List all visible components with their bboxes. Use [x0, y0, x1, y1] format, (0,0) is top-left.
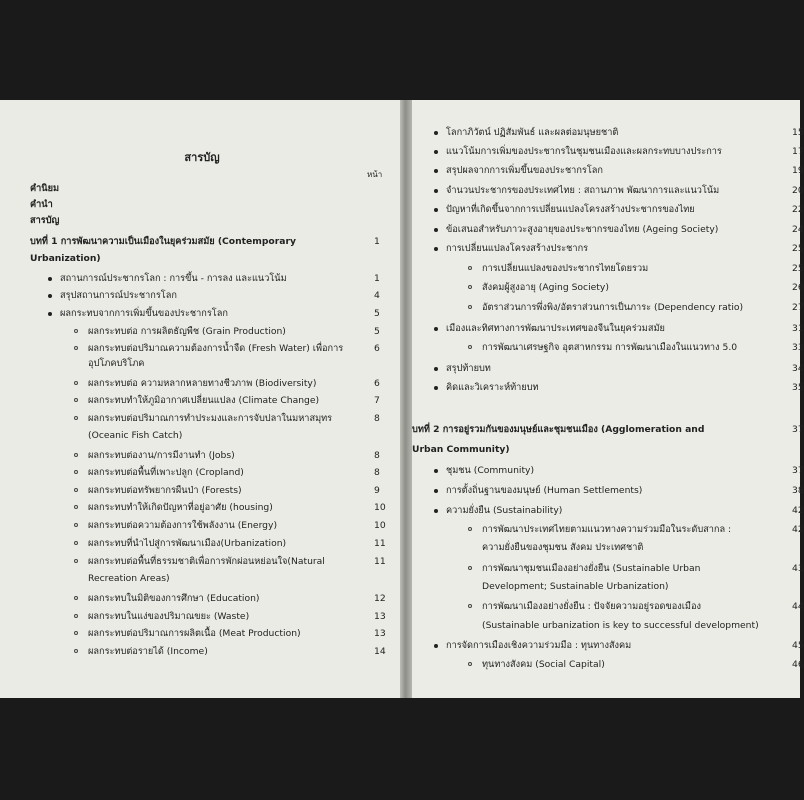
- sub-bullet-icon: [468, 604, 472, 608]
- entry-text: การพัฒนาประเทศไทยตามแนวทางความร่วมมือในระดับสากล :: [482, 524, 732, 535]
- toc-page-number: 43: [792, 563, 804, 574]
- toc-entry: [482, 302, 743, 314]
- entry-text: คิดและวิเคราะห์ท้ายบท: [446, 382, 539, 393]
- toc-entry: [88, 502, 273, 514]
- toc-page-number: 15: [792, 127, 804, 138]
- toc-page-number: 4: [374, 290, 380, 301]
- entry-text: การจัดการเมืองเชิงความร่วมมือ : ทุนทางสังคม: [446, 640, 632, 651]
- toc-page-number: 10: [374, 520, 386, 531]
- toc-page-number: 7: [374, 395, 380, 406]
- toc-entry: [482, 659, 605, 671]
- toc-page-number: 8: [374, 413, 380, 424]
- toc-entry: [88, 520, 277, 532]
- entry-text: แนวโน้มการเพิ่มของประชากรในชุมชนเมืองและผลกระทบบางประการ: [446, 146, 722, 157]
- bullet-icon: [434, 247, 438, 251]
- toc-entry: [60, 273, 287, 285]
- toc-entry: [88, 538, 286, 550]
- entry-text: ผลกระทบทำให้ภูมิอากาศเปลี่ยนแปลง (Climate Change): [88, 395, 320, 406]
- toc-entry: [446, 204, 695, 216]
- toc-entry: [88, 326, 286, 338]
- entry-text: ความยั่งยืน (Sustainability): [446, 505, 563, 516]
- entry-text: Urbanization): [30, 253, 101, 264]
- entry-text: ผลกระทบต่อ ความหลากหลายทางชีวภาพ (Biodiversity): [88, 378, 317, 389]
- bullet-icon: [434, 509, 438, 513]
- entry-text: (Sustainable urbanization is key to successful development): [482, 620, 759, 631]
- entry-text: ผลกระทบต่อความต้องการใช้พลังงาน (Energy): [88, 520, 278, 531]
- toc-entry: [446, 243, 588, 255]
- toc-page-number: 19: [792, 165, 804, 176]
- toc-page-number: 42: [792, 505, 804, 516]
- bullet-icon: [434, 189, 438, 193]
- toc-entry: [446, 465, 534, 477]
- entry-text: เมืองและทิศทางการพัฒนาประเทศของจีนในยุคร่วมสมัย: [446, 323, 665, 334]
- toc-entry: [482, 342, 737, 354]
- sub-bullet-icon: [74, 596, 78, 600]
- toc-entry: [88, 628, 301, 640]
- sub-bullet-icon: [468, 345, 472, 349]
- entry-text: ทุนทางสังคม (Social Capital): [482, 659, 605, 670]
- toc-entry: [88, 593, 260, 605]
- entry-text: อัตราส่วนการพึ่งพิง/อัตราส่วนการเป็นภาระ (Dependency ratio): [482, 302, 744, 313]
- toc-entry: [446, 640, 631, 652]
- toc-page-number: 10: [374, 502, 386, 513]
- toc-page-number: 42: [792, 524, 804, 535]
- entry-text: สรุปผลจากการเพิ่มขึ้นของประชากรโลก: [446, 165, 603, 176]
- sub-bullet-icon: [74, 488, 78, 492]
- sub-bullet-icon: [74, 381, 78, 385]
- toc-page-number: 44: [792, 601, 804, 612]
- toc-entry: [446, 224, 718, 236]
- toc-entry: [88, 611, 249, 623]
- sub-bullet-icon: [74, 631, 78, 635]
- toc-page-number: 11: [374, 538, 386, 549]
- toc-entry: [88, 556, 325, 568]
- toc-page-number: 34: [792, 363, 804, 374]
- entry-text: Urban Community): [412, 444, 510, 455]
- toc-entry: [88, 358, 144, 370]
- entry-text: จำนวนประชากรของประเทศไทย : สถานภาพ พัฒนาการและแนวโน้ม: [446, 185, 720, 196]
- sub-bullet-icon: [74, 649, 78, 653]
- bullet-icon: [48, 312, 52, 316]
- sub-bullet-icon: [74, 453, 78, 457]
- entry-text: การพัฒนาเมืองอย่างยั่งยืน : ปัจจัยความอยู่รอดของเมือง: [482, 601, 701, 612]
- entry-text: อุปโภคบริโภค: [88, 358, 145, 369]
- toc-entry: [88, 343, 343, 355]
- front-matter-item: คำนิยม: [30, 183, 60, 194]
- sub-bullet-icon: [74, 614, 78, 618]
- bullet-icon: [434, 367, 438, 371]
- toc-page-number: 8: [374, 467, 380, 478]
- toc-page-number: 13: [374, 611, 386, 622]
- entry-text: ผลกระทบต่อรายได้ (Income): [88, 646, 208, 657]
- entry-text: ผลกระทบต่อปริมาณความต้องการน้ำจืด (Fresh Water) เพื่อการ: [88, 343, 344, 354]
- bullet-icon: [434, 489, 438, 493]
- toc-entry: [446, 485, 642, 497]
- toc-entry: [482, 601, 701, 613]
- toc-page-number: 1: [374, 236, 380, 247]
- sub-bullet-icon: [468, 566, 472, 570]
- sub-bullet-icon: [468, 305, 472, 309]
- toc-page-number: 46: [792, 659, 804, 670]
- bullet-icon: [434, 131, 438, 135]
- entry-text: ปัญหาที่เกิดขึ้นจากการเปลี่ยนแปลงโครงสร้างประชากรของไทย: [446, 204, 695, 215]
- toc-entry: [412, 424, 704, 436]
- toc-entry: [412, 444, 510, 456]
- sub-bullet-icon: [74, 523, 78, 527]
- entry-text: ความยั่งยืนของชุมชน สังคม ประเทศชาติ: [482, 542, 644, 553]
- toc-page-number: 6: [374, 378, 380, 389]
- toc-entry: [446, 127, 618, 139]
- sub-bullet-icon: [74, 559, 78, 563]
- sub-bullet-icon: [74, 470, 78, 474]
- toc-page-number: 6: [374, 343, 380, 354]
- entry-text: การเปลี่ยนแปลงโครงสร้างประชากร: [446, 243, 589, 254]
- toc-entry: [30, 236, 296, 248]
- entry-text: การพัฒนาชุมชนเมืองอย่างยั่งยืน (Sustainable Urban: [482, 563, 701, 574]
- front-matter-item: สารบัญ: [30, 215, 60, 226]
- toc-entry: [482, 282, 609, 294]
- toc-page-number: 20: [792, 185, 804, 196]
- bullet-icon: [434, 644, 438, 648]
- toc-entry: [446, 146, 722, 158]
- toc-page-number: 37: [792, 424, 804, 435]
- sub-bullet-icon: [74, 329, 78, 333]
- sub-bullet-icon: [74, 541, 78, 545]
- entry-text: ผลกระทบในแง่ของปริมาณขยะ (Waste): [88, 611, 250, 622]
- toc-page-number: 31: [792, 323, 804, 334]
- entry-text: สังคมผู้สูงอายุ (Aging Society): [482, 282, 609, 293]
- toc-entry: [482, 524, 731, 536]
- entry-text: การตั้งถิ่นฐานของมนุษย์ (Human Settlements): [446, 485, 643, 496]
- toc-entry: [88, 467, 244, 479]
- toc-entry: [88, 378, 316, 390]
- front-matter-item: คำนำ: [30, 199, 53, 210]
- toc-page-number: 5: [374, 326, 380, 337]
- toc-page-number: 11: [374, 556, 386, 567]
- toc-page-number: 35: [792, 382, 804, 393]
- toc-page-number: 27: [792, 302, 804, 313]
- entry-text: ผลกระทบที่นำไปสู่การพัฒนาเมือง(Urbanization): [88, 538, 287, 549]
- toc-entry: [88, 413, 332, 425]
- toc-entry: [88, 485, 242, 497]
- toc-page-number: 17: [792, 146, 804, 157]
- entry-text: สรุปท้ายบท: [446, 363, 491, 374]
- entry-text: ผลกระทบต่อพื้นที่เพาะปลูก (Cropland): [88, 467, 244, 478]
- entry-text: โลกาภิวัตน์ ปฏิสัมพันธ์ และผลต่อมนุษยชาติ: [446, 127, 619, 138]
- entry-text: บทที่ 1 การพัฒนาความเป็นเมืองในยุคร่วมสมัย (Contemporary: [30, 236, 296, 247]
- toc-entry: [30, 253, 101, 265]
- sub-bullet-icon: [74, 416, 78, 420]
- toc-entry: [446, 505, 562, 517]
- toc-page-number: 5: [374, 308, 380, 319]
- bullet-icon: [48, 277, 52, 281]
- toc-page-number: 25: [792, 263, 804, 274]
- entry-text: สรุปสถานการณ์ประชากรโลก: [60, 290, 177, 301]
- toc-entry: [482, 563, 700, 575]
- toc-page-number: 14: [374, 646, 386, 657]
- book-gutter: [400, 100, 412, 698]
- sub-bullet-icon: [468, 285, 472, 289]
- toc-page-number: 33: [792, 342, 804, 353]
- bullet-icon: [434, 327, 438, 331]
- toc-entry: [446, 323, 665, 335]
- entry-text: บทที่ 2 การอยู่รวมกันของมนุษย์และชุมชนเมือง (Agglomeration and: [412, 424, 705, 435]
- bullet-icon: [434, 169, 438, 173]
- toc-page-number: 25: [792, 243, 804, 254]
- toc-page-number: 9: [374, 485, 380, 496]
- entry-text: ผลกระทบต่อปริมาณการผลิตเนื้อ (Meat Production): [88, 628, 301, 639]
- page-title: สารบัญ: [184, 151, 220, 164]
- bullet-icon: [434, 386, 438, 390]
- toc-entry: [88, 450, 235, 462]
- toc-page-number: 22: [792, 204, 804, 215]
- bullet-icon: [434, 150, 438, 154]
- entry-text: ผลกระทบจากการเพิ่มขึ้นของประชากรโลก: [60, 308, 228, 319]
- toc-entry: [88, 646, 208, 658]
- toc-entry: [60, 290, 177, 302]
- sub-bullet-icon: [468, 266, 472, 270]
- entry-text: (Oceanic Fish Catch): [88, 430, 183, 441]
- toc-page-number: 1: [374, 273, 380, 284]
- entry-text: Development; Sustainable Urbanization): [482, 581, 669, 592]
- toc-entry: [446, 382, 539, 394]
- bullet-icon: [434, 228, 438, 232]
- entry-text: ผลกระทบในมิติของการศึกษา (Education): [88, 593, 260, 604]
- sub-bullet-icon: [74, 505, 78, 509]
- entry-text: การพัฒนาเศรษฐกิจ อุตสาหกรรม การพัฒนาเมืองในแนวทาง 5.0: [482, 342, 738, 353]
- bullet-icon: [48, 294, 52, 298]
- toc-entry: [482, 263, 648, 275]
- entry-text: สถานการณ์ประชากรโลก : การขึ้น - การลง และแนวโน้ม: [60, 273, 287, 284]
- sub-bullet-icon: [468, 662, 472, 666]
- toc-entry: [88, 430, 182, 442]
- entry-text: ผลกระทบต่อปริมาณการทำประมงและการจับปลาในมหาสมุทร: [88, 413, 333, 424]
- toc-entry: [446, 363, 491, 375]
- toc-page-number: 12: [374, 593, 386, 604]
- entry-text: ผลกระทบต่อพื้นที่ธรรมชาติเพื่อการพักผ่อนหย่อนใจ(Natural: [88, 556, 325, 567]
- toc-entry: [446, 185, 719, 197]
- toc-entry: [60, 308, 228, 320]
- toc-page-number: 24: [792, 224, 804, 235]
- toc-entry: [482, 620, 759, 632]
- toc-page-number: 26: [792, 282, 804, 293]
- entry-text: ผลกระทบทำให้เกิดปัญหาที่อยู่อาศัย (housing): [88, 502, 273, 513]
- toc-entry: [482, 581, 668, 593]
- bullet-icon: [434, 469, 438, 473]
- page-column-label: หน้า: [367, 170, 383, 179]
- sub-bullet-icon: [74, 346, 78, 350]
- sub-bullet-icon: [468, 527, 472, 531]
- toc-page-number: 8: [374, 450, 380, 461]
- sub-bullet-icon: [74, 398, 78, 402]
- entry-text: การเปลี่ยนแปลงของประชากรไทยโดยรวม: [482, 263, 649, 274]
- toc-entry: [88, 395, 319, 407]
- entry-text: ผลกระทบต่องาน/การมีงานทำ (Jobs): [88, 450, 235, 461]
- bullet-icon: [434, 208, 438, 212]
- toc-page-number: 13: [374, 628, 386, 639]
- toc-entry: [482, 542, 643, 554]
- entry-text: Recreation Areas): [88, 573, 170, 584]
- entry-text: ข้อเสนอสำหรับภาวะสูงอายุของประชากรของไทย (Ageing Society): [446, 224, 719, 235]
- entry-text: ผลกระทบต่อ การผลิตธัญพืช (Grain Production): [88, 326, 286, 337]
- toc-page-number: 38: [792, 485, 804, 496]
- toc-entry: [88, 573, 170, 585]
- toc-page-number: 37: [792, 465, 804, 476]
- toc-page-number: 45: [792, 640, 804, 651]
- toc-entry: [446, 165, 603, 177]
- entry-text: ชุมชน (Community): [446, 465, 535, 476]
- entry-text: ผลกระทบต่อทรัพยากรผืนป่า (Forests): [88, 485, 242, 496]
